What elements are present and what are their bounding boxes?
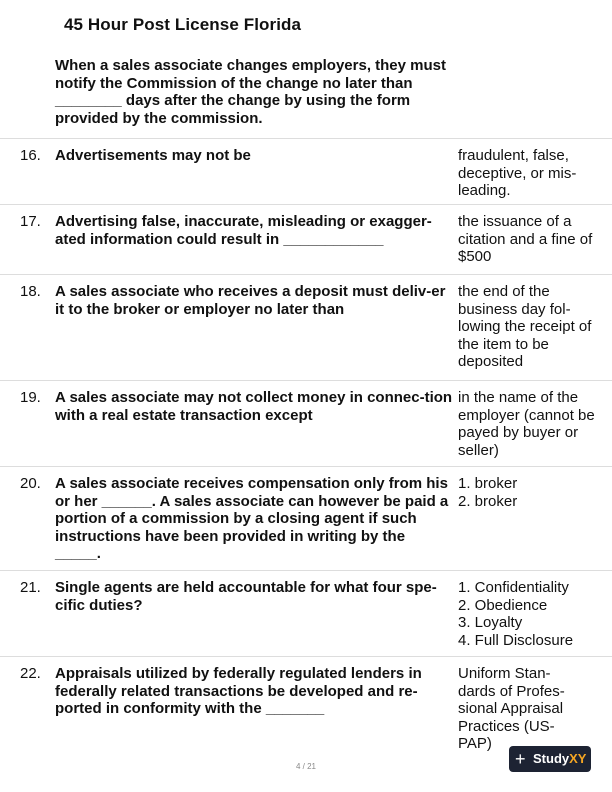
card-answer	[458, 579, 598, 649]
flashcard-row	[0, 466, 612, 573]
answer-line: the issuance of a citation and a fine of $500	[458, 213, 593, 265]
card-question: A sales associate may not collect money in connec-tion with a real estate transaction except	[55, 389, 453, 424]
answer-line: Uniform Stan-dards of Profes-sional Appraisal Practices (US-PAP)	[458, 665, 565, 752]
card-answer	[458, 147, 598, 200]
answer-line: the end of the business day fol-lowing the receipt of the item to be deposited	[458, 283, 592, 370]
card-question: Single agents are held accountable for what four spe-cific duties?	[55, 579, 437, 614]
card-answer	[458, 665, 578, 753]
card-question: Advertising false, inaccurate, misleading or exagger-ated information could result in ____________	[55, 213, 432, 248]
card-number: 21.	[20, 579, 41, 596]
card-question: Advertisements may not be	[55, 147, 251, 164]
card-answer	[458, 213, 598, 266]
answer-line: 2. broker	[458, 492, 518, 510]
card-number: 18.	[20, 283, 41, 300]
card-question: A sales associate receives compensation only from his or her ______. A sales associate can however be paid a portion of a commission by a closing agent if such instructions have been provided in writing by the _____.	[55, 475, 449, 562]
answer-line: 3. Loyalty	[458, 614, 523, 631]
page-number: 4 / 21	[295, 762, 316, 771]
card-number: 22.	[20, 665, 41, 682]
brand-name-main: Study	[533, 751, 570, 766]
answer-line: fraudulent, false, deceptive, or mis-leading.	[458, 147, 577, 199]
card-question: A sales associate who receives a deposit must deliv-er it to the broker or employer no later than	[55, 283, 446, 318]
card-number: 16.	[20, 147, 41, 164]
document-title: 45 Hour Post License Florida	[64, 15, 302, 34]
plus-icon: +	[515, 749, 526, 769]
card-answer	[458, 475, 598, 510]
flashcard-row	[0, 138, 612, 211]
brand-name-accent: XY	[569, 751, 587, 766]
answer-line: in the name of the employer (cannot be payed by buyer or seller)	[458, 389, 595, 459]
studyxy-logo[interactable]	[509, 746, 591, 772]
card-number: 20.	[20, 475, 41, 492]
answer-line: 1. broker	[458, 475, 518, 492]
flashcard-row	[0, 570, 612, 657]
continued-question: When a sales associate changes employers, they must notify the Commission of the change no later than ________ days after the change by using the form provided by the commission.	[55, 57, 446, 127]
card-number: 19.	[20, 389, 41, 406]
flashcard-row	[0, 380, 612, 467]
flashcard-row	[0, 656, 612, 757]
card-question: Appraisals utilized by federally regulated lenders in federally related transactions be developed and re-ported in conformity with the _______	[55, 665, 422, 717]
answer-line: 2. Obedience	[458, 596, 548, 614]
card-answer	[458, 389, 598, 459]
brand-name	[533, 746, 586, 772]
card-number: 17.	[20, 213, 41, 230]
answer-line: 4. Full Disclosure	[458, 631, 574, 649]
card-answer	[458, 283, 598, 371]
answer-line: 1. Confidentiality	[458, 579, 569, 596]
flashcard-row	[0, 274, 612, 381]
flashcard-row	[0, 204, 612, 275]
